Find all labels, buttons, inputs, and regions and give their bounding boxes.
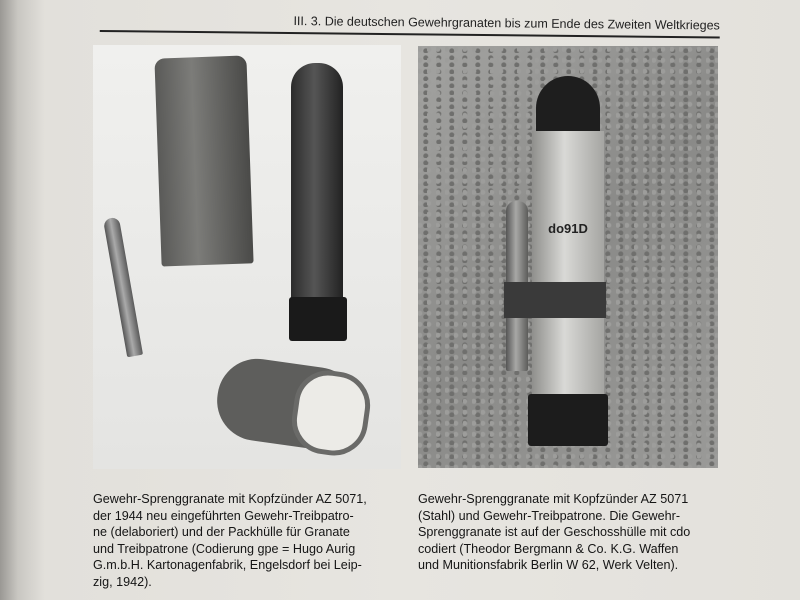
caption-line: codiert (Theodor Bergmann & Co. K.G. Waffen	[418, 541, 679, 556]
grenade-base	[528, 394, 608, 446]
photo-grenade-steel	[418, 46, 718, 468]
caption-line: Gewehr-Sprenggranate mit Kopfzünder AZ 5071	[418, 492, 689, 506]
caption-line: ne (delaboriert) und der Packhülle für Granate	[93, 525, 350, 539]
caption-line: der 1944 neu eingeführten Gewehr-Treibpatro-	[93, 508, 354, 523]
grenade-base	[289, 297, 347, 341]
caption-line: G.m.b.H. Kartonagenfabrik, Engelsdorf bei Leip-	[93, 558, 362, 572]
caption-line: und Treibpatrone (Codierung gpe = Hugo Aurig	[93, 541, 356, 556]
figure-caption-left	[93, 491, 367, 590]
running-header	[100, 8, 720, 38]
tape-band	[504, 282, 606, 318]
photo-grenade-with-packing	[93, 45, 401, 469]
caption-line: Gewehr-Sprenggranate mit Kopfzünder AZ 5071,	[93, 492, 367, 506]
caption-line: und Munitionsfabrik Berlin W 62, Werk Velten).	[418, 558, 679, 572]
running-title: III. 3. Die deutschen Gewehrgranaten bis zum Ende des Zweiten Weltkrieges	[293, 14, 720, 33]
grenade-marking: do91D	[548, 221, 588, 236]
caption-line: zig, 1942).	[93, 574, 152, 589]
caption-line: (Stahl) und Gewehr-Treibpatrone. Die Gewehr-	[418, 508, 681, 523]
caption-line: Sprenggranate ist auf der Geschosshülle mit cdo	[418, 525, 691, 539]
cartridge	[103, 217, 143, 358]
figure-caption-right	[418, 491, 690, 574]
packing-tube	[154, 55, 253, 266]
grenade-body	[532, 131, 604, 396]
grenade-tip	[536, 76, 600, 136]
